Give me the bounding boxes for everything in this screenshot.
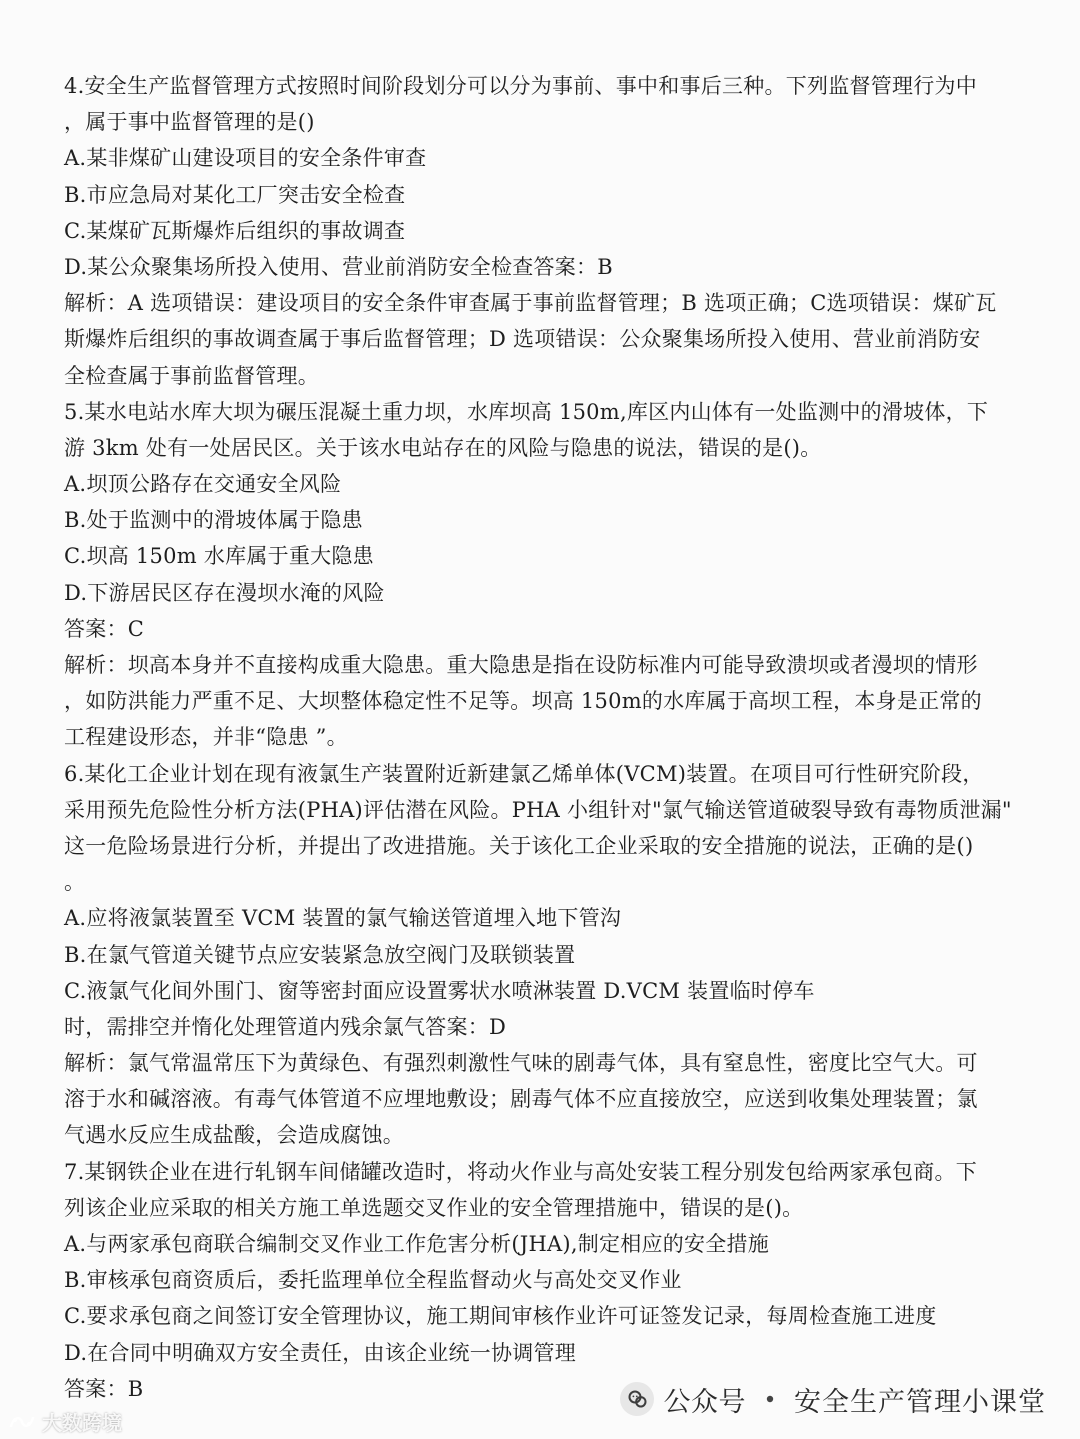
- text-line: B.市应急局对某化工厂突击安全检查: [64, 182, 406, 207]
- text-line: 斯爆炸后组织的事故调查属于事后监督管理；D 选项错误：公众聚集场所投入使用、营业前消防安: [64, 327, 981, 352]
- text-line: A.某非煤矿山建设项目的安全条件审查: [64, 146, 427, 171]
- text-line: ，属于事中监督管理的是(): [64, 110, 315, 135]
- official-account-label: 公众号: [663, 1386, 746, 1418]
- text-line: D.下游居民区存在漫坝水淹的风险: [64, 580, 385, 605]
- text-line: 。: [64, 870, 86, 895]
- text-line: 7.某钢铁企业在进行轧钢车间储罐改造时，将动火作业与高处安装工程分别发包给两家承包商。下: [64, 1159, 978, 1184]
- text-line: 解析：A 选项错误：建设项目的安全条件审查属于事前监督管理；B 选项正确；C选项错误：煤矿瓦: [64, 291, 997, 316]
- watermark-text: 大数跨境: [42, 1411, 122, 1435]
- document-content: [64, 68, 1024, 1407]
- dot-separator-icon: [756, 1389, 784, 1409]
- text-line: 答案：C: [64, 616, 145, 641]
- text-line: 解析：坝高本身并不直接构成重大隐患。重大隐患是指在设防标准内可能导致溃坝或者漫坝的情形: [64, 653, 978, 677]
- text-line: D.某公众聚集场所投入使用、营业前消防安全检查答案：B: [64, 254, 613, 279]
- text-line: 解析：氯气常温常压下为黄绿色、有强烈刺激性气味的剧毒气体，具有窒息性，密度比空气大。可: [64, 1051, 978, 1076]
- text-line: C.要求承包商之间签订安全管理协议，施工期间审核作业许可证签发记录，每周检查施工进度: [64, 1304, 937, 1329]
- wechat-official-account-icon: [620, 1382, 654, 1416]
- text-line: D.在合同中明确双方安全责任，由该企业统一协调管理: [64, 1340, 577, 1365]
- text-line: A.应将液氯装置至 VCM 装置的氯气输送管道埋入地下管沟: [64, 906, 622, 931]
- text-line: A.坝顶公路存在交通安全风险: [64, 472, 342, 497]
- text-line: B.审核承包商资质后，委托监理单位全程监督动火与高处交叉作业: [64, 1268, 682, 1293]
- text-line: B.处于监测中的滑坡体属于隐患: [64, 508, 363, 533]
- watermark-logo-icon: [8, 1411, 36, 1433]
- text-line: 工程建设形态，并非“隐患 ”。: [64, 725, 348, 750]
- text-line: 这一危险场景进行分析，并提出了改进措施。关于该化工企业采取的安全措施的说法，正确的是(): [64, 833, 974, 858]
- official-account-brand: [620, 1377, 1047, 1421]
- text-line: A.与两家承包商联合编制交叉作业工作危害分析(JHA),制定相应的安全措施: [64, 1232, 770, 1256]
- text-line: 溶于水和碱溶液。有毒气体管道不应埋地敷设；剧毒气体不应直接放空，应送到收集处理装置；氯: [64, 1087, 978, 1112]
- text-line: 全检查属于事前监督管理。: [64, 363, 319, 388]
- text-line: ，如防洪能力严重不足、大坝整体稳定性不足等。坝高 150m的水库属于高坝工程，本身是正常的: [64, 689, 982, 714]
- text-line: B.在氯气管道关键节点应安装紧急放空阀门及联锁装置: [64, 942, 576, 967]
- text-line: 5.某水电站水库大坝为碾压混凝土重力坝，水库坝高 150m,库区内山体有一处监测中的滑坡体，下: [64, 399, 989, 424]
- text-line: 6.某化工企业计划在现有液氯生产装置附近新建氯乙烯单体(VCM)装置。在项目可行性研究阶段，: [64, 761, 984, 786]
- text-line: 答案：B: [64, 1376, 144, 1401]
- text-line: C.某煤矿瓦斯爆炸后组织的事故调查: [64, 218, 406, 243]
- official-account-name: 安全生产管理小课堂: [794, 1386, 1046, 1418]
- text-line: 列该企业应采取的相关方施工单选题交叉作业的安全管理措施中，错误的是()。: [64, 1195, 804, 1220]
- watermark: [8, 1407, 122, 1436]
- text-line: 游 3km 处有一处居民区。关于该水电站存在的风险与隐患的说法，错误的是()。: [64, 435, 822, 460]
- text-line: 时，需排空并惰化处理管道内残余氯气答案：D: [64, 1014, 507, 1039]
- text-line: 采用预先危险性分析方法(PHA)评估潜在风险。PHA 小组针对"氯气输送管道破裂导致有毒物质泄漏": [64, 797, 1012, 822]
- text-line: 气遇水反应生成盐酸，会造成腐蚀。: [64, 1123, 404, 1148]
- text-line: C.坝高 150m 水库属于重大隐患: [64, 544, 374, 569]
- text-line: C.液氯气化间外围门、窗等密封面应设置雾状水喷淋装置 D.VCM 装置临时停车: [64, 978, 815, 1003]
- text-line: 4.安全生产监督管理方式按照时间阶段划分可以分为事前、事中和事后三种。下列监督管理行为中: [64, 74, 978, 98]
